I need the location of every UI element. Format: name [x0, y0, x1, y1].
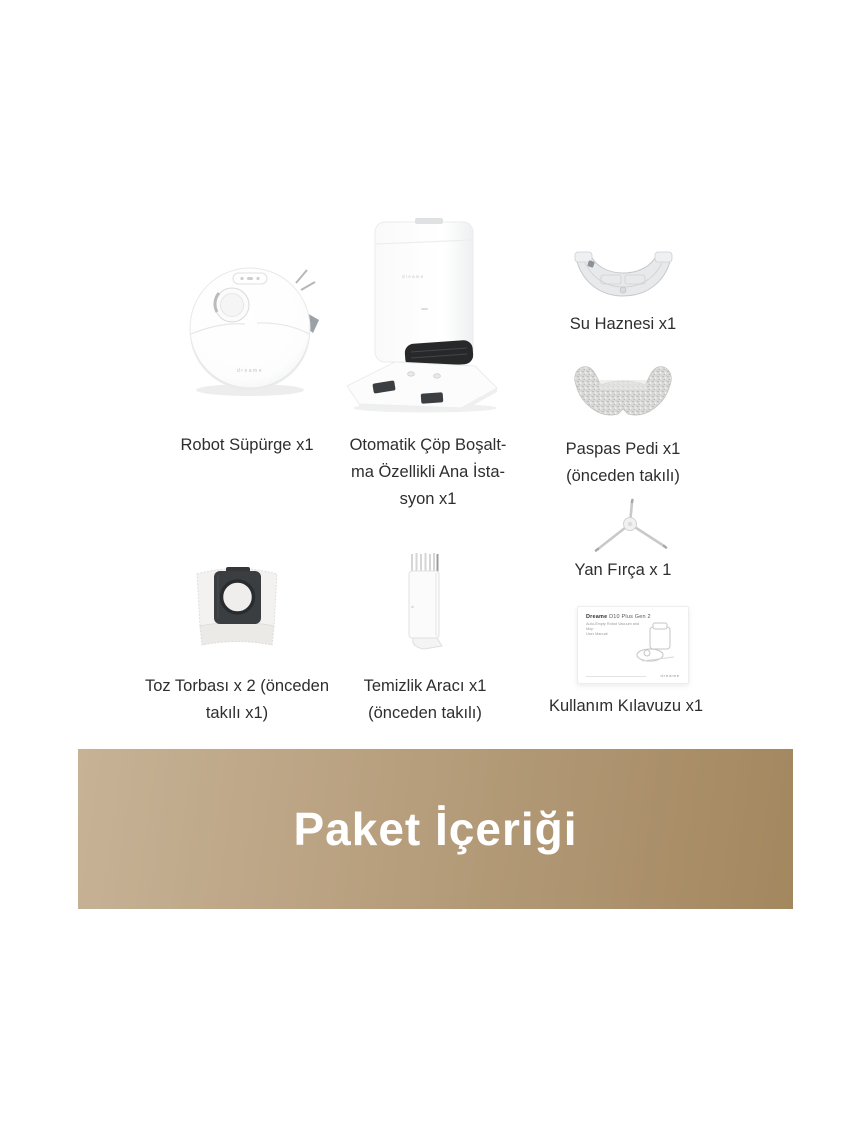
manual-brand-text: dreame — [660, 673, 680, 678]
manual-title: Dreame D10 Plus Gen 2 — [586, 614, 651, 620]
manual-illustration-icon — [634, 621, 680, 667]
cleaning-tool-image — [403, 551, 445, 654]
robot-brand-text: dreame — [237, 368, 263, 374]
manual-subtitle: Auto-Empty Robot Vacuum and Mop User Manual — [586, 622, 640, 636]
robot-vacuum-image — [175, 260, 325, 402]
dock-station-image — [345, 216, 505, 414]
station-ramp — [347, 362, 497, 412]
caption-user-manual: Kullanım Kılavuzu x1 — [548, 697, 704, 715]
lidar-turret-icon — [215, 288, 249, 322]
caption-dock-station: Otomatik Çöp Boşalt- ma Özellikli Ana İsta- syon x1 — [349, 436, 507, 508]
station-lid-handle — [415, 218, 443, 224]
water-tank-image — [571, 249, 676, 301]
station-brand-text: dreame — [402, 274, 425, 279]
button-pill-icon — [233, 273, 267, 284]
caption-mop-pad: Paspas Pedi x1 (önceden takılı) — [565, 440, 681, 485]
caption-dust-bag: Toz Torbası x 2 (önceden takılı x1) — [144, 677, 330, 722]
mop-pad-image — [567, 360, 679, 430]
dust-bag-image — [185, 558, 290, 655]
section-banner — [78, 749, 793, 909]
caption-robot-vacuum: Robot Süpürge x1 — [180, 436, 314, 454]
side-brush-tuft-icon — [296, 270, 315, 290]
side-brush-image — [588, 498, 673, 562]
section-banner-title: Paket İçeriği — [293, 803, 578, 855]
user-manual-image — [577, 606, 689, 684]
caption-water-tank: Su Haznesi x1 — [569, 315, 677, 333]
caption-cleaning-tool: Temizlik Aracı x1 (önceden takılı) — [363, 677, 487, 722]
manual-footer-line — [586, 676, 646, 678]
caption-side-brush: Yan Fırça x 1 — [574, 561, 672, 579]
